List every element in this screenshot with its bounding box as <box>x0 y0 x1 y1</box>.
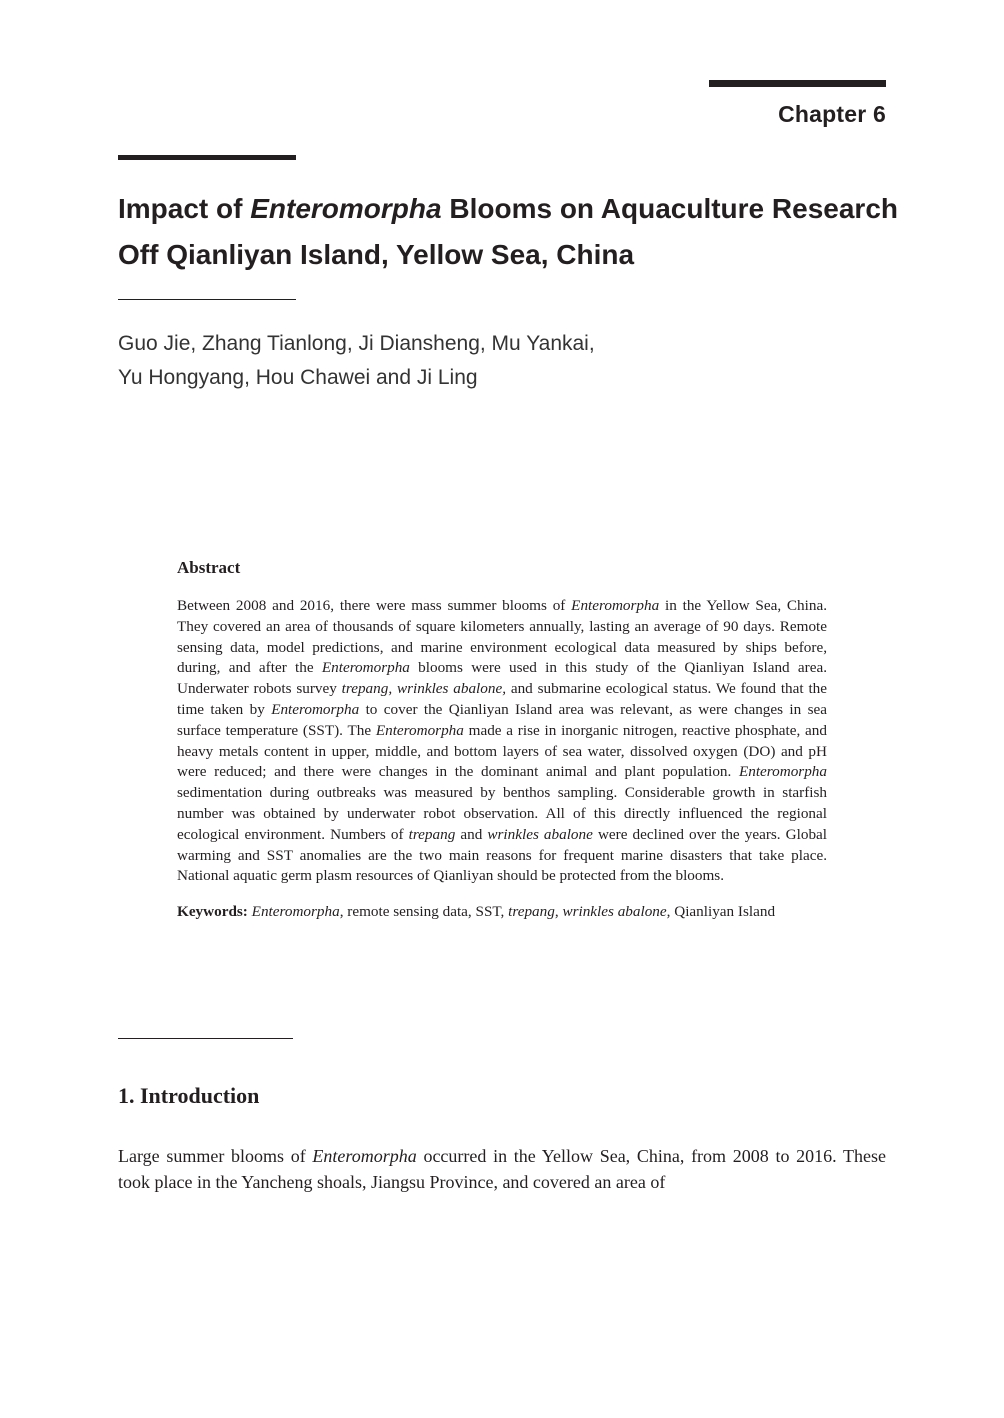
title-bottom-rule <box>118 299 296 300</box>
abstract-italic: wrinkles abalone <box>487 825 593 843</box>
abstract-body <box>177 596 827 887</box>
intro-text: Large summer blooms of <box>118 1146 313 1166</box>
title-top-rule <box>118 155 296 160</box>
abstract-text: blooms were used in this study of the Qianliyan Island area. Underwater robots survey <box>177 659 828 698</box>
author-list <box>118 327 898 395</box>
section-heading-introduction: 1. Introduction <box>118 1083 260 1108</box>
abstract-italic: Enteromorpha <box>738 763 827 781</box>
abstract-italic: Enteromorpha <box>571 597 660 614</box>
keyword-italic: Enteromorpha <box>247 903 340 921</box>
keywords-label: Keywords: <box>177 903 248 921</box>
abstract-italic: Enteromorpha <box>321 659 410 677</box>
abstract-text: made a rise in inorganic nitrogen, reactive phosphate, and heavy metals content in upper, middle, and bottom layers of sea water, dissolved oxygen (DO) and pH were reduced; and there were changes in the dominant animal and plant population. <box>177 721 827 781</box>
title-italic: Enteromorpha <box>250 193 442 224</box>
chapter-top-rule <box>709 80 886 87</box>
introduction-paragraph <box>118 1143 886 1195</box>
abstract-heading: Abstract <box>177 558 241 577</box>
abstract-text: to cover the Qianliyan Island area was relevant, as were changes in sea surface temperature (SST). The <box>177 700 827 739</box>
abstract-section <box>177 555 827 923</box>
authors-line1: Guo Jie, Zhang Tianlong, Ji Diansheng, Mu Yankai, <box>118 332 595 355</box>
abstract-text: in the Yellow Sea, China. They covered an area of thousands of square kilometers annually, lasting an average of 90 days. Remote sensing data, model predictions, and marine environment ecological data measured by ships before, during, and after the <box>177 597 828 677</box>
abstract-text: and <box>455 825 488 843</box>
keywords-line <box>177 902 827 923</box>
keyword-text: , <box>554 903 563 921</box>
abstract-italic: trepang <box>408 825 456 843</box>
abstract-text: sedimentation during outbreaks was measured by benthos sampling. Considerable growth in starfish number was obtained by underwater robot observation. All of this directly influenced the regional ecological environment. Numbers of <box>177 784 827 843</box>
chapter-label: Chapter 6 <box>778 101 886 127</box>
title-part1: Impact of <box>118 193 251 224</box>
abstract-italic: Enteromorpha <box>271 700 360 718</box>
chapter-title <box>118 186 898 278</box>
abstract-text: were declined over the years. Global warming and SST anomalies are the two main reasons for frequent marine disasters that take place. National aquatic germ plasm resources of Qianliyan should be protected from the blooms. <box>177 825 828 885</box>
authors-line2: Yu Hongyang, Hou Chawei and Ji Ling <box>118 366 478 389</box>
keyword-italic: wrinkles abalone <box>562 903 667 921</box>
abstract-text: Between 2008 and 2016, there were mass summer blooms of <box>177 597 572 614</box>
abstract-text: and submarine ecological status. We found that the time taken by <box>177 680 828 718</box>
abstract-italic: Enteromorpha <box>375 721 464 739</box>
intro-text: occurred in the Yellow Sea, China, from 2008 to 2016. These took place in the Yancheng shoals, Jiangsu Province, and covered an area of <box>118 1146 886 1192</box>
intro-italic: Enteromorpha <box>312 1146 417 1166</box>
abstract-end-rule <box>118 1038 293 1039</box>
keyword-text: , Qianliyan Island <box>666 903 776 921</box>
title-part2: Blooms on Aquaculture Research Off Qianliyan Island, Yellow Sea, China <box>118 193 898 270</box>
abstract-italic: trepang, wrinkles abalone, <box>341 680 506 698</box>
keyword-italic: trepang <box>508 903 555 921</box>
keyword-text: , remote sensing data, SST, <box>339 903 509 921</box>
